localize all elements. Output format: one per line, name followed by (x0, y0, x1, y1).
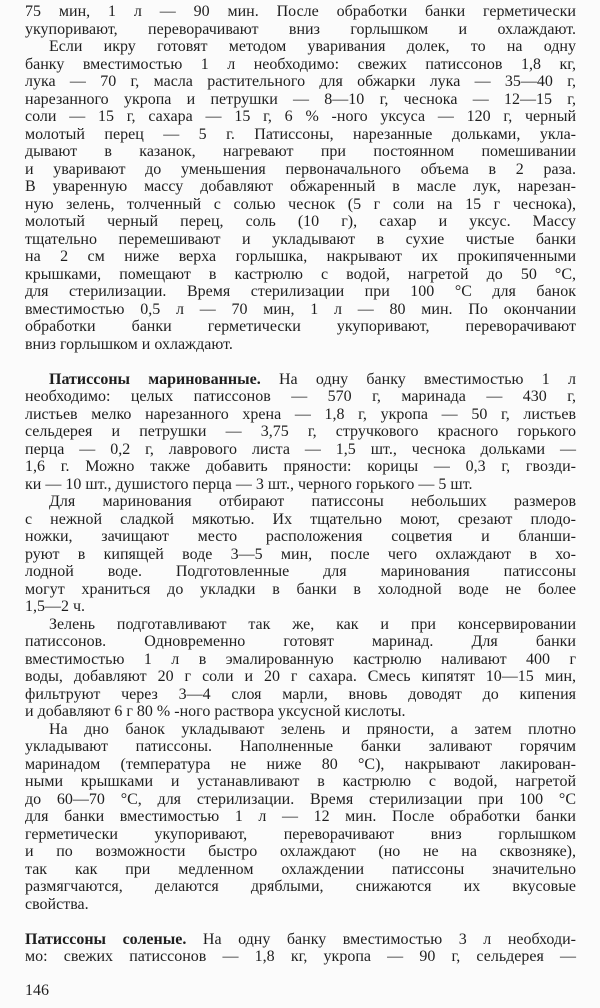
line-text: вместимостью 1 л в эмалированную кастрюлю наливают 400 г (25, 650, 576, 668)
paragraph (25, 931, 576, 966)
text-line (25, 406, 576, 424)
line-text: 75 мин, 1 л — 90 мин. После обработки банки герметически (25, 3, 576, 20)
text-line (25, 336, 576, 354)
line-text: необходимо: целых патиссонов — 570 г, маринада — 430 г, (25, 388, 576, 405)
text-line (25, 178, 576, 196)
line-text: и по возможности быстро охлаждают (но не на сквозняке), (25, 843, 576, 860)
text-line (25, 458, 576, 476)
text-line (25, 633, 576, 651)
paragraph (25, 616, 576, 721)
line-text: лодной воде. Подготовленные для маринования патиссоны (25, 563, 576, 580)
text-line (25, 668, 576, 686)
line-text: ную зелень, толченный с солью чеснок (5 г соли на 15 г чеснока), (25, 195, 576, 213)
line-text: тщательно перемешивают и укладывают в сухие чистые банки (25, 230, 576, 248)
text-line (25, 563, 576, 581)
line-text: ными крышками и устанавливают в кастрюлю с водой, нагретой (25, 773, 576, 790)
text-line (25, 861, 576, 879)
text-line (25, 476, 576, 494)
text-line (25, 56, 576, 74)
text-line (25, 266, 576, 284)
line-text: Если икру готовят методом уваривания долек, то на одну (49, 38, 576, 55)
text-line (25, 791, 576, 809)
recipe-heading: Патиссоны соленые. (25, 930, 187, 948)
line-text: герметически укупоривают, переворачивают вниз горлышком (25, 825, 576, 843)
line-text: вниз горлышком и охлаждают. (25, 335, 233, 353)
line-text: На одну банку вместимостью 3 л необходи- (186, 930, 576, 948)
text-line (25, 423, 576, 441)
text-line (25, 878, 576, 896)
text-line (25, 528, 576, 546)
text-line (25, 388, 576, 406)
line-text: до 60—70 °С, для стерилизации. Время стерилизации при 100 °С (25, 790, 576, 808)
line-text: свойства. (25, 895, 89, 913)
text-line (25, 651, 576, 669)
line-text: В уваренную массу добавляют обжаренный в масле лук, нарезан- (25, 178, 576, 195)
text-line (25, 108, 576, 126)
line-text: патиссонов. Одновременно готовят маринад. Для банки (25, 633, 576, 650)
line-text: молотый перец — 5 г. Патиссоны, нарезанные дольками, укла- (25, 125, 576, 143)
line-text: ки — 10 шт., душистого перца — 3 шт., черного горького — 5 шт. (25, 475, 473, 493)
text-line (25, 598, 576, 616)
text-line (25, 371, 576, 389)
paragraph (25, 721, 576, 914)
line-text: На одну банку вместимостью 1 л (260, 370, 577, 388)
text-line (25, 721, 576, 739)
line-text: фильтруют через 3—4 слоя марли, вновь доводят до кипения (25, 685, 576, 703)
line-text: с нежной сладкой мякотью. Их тщательно моют, срезают плодо- (25, 510, 576, 528)
line-text: Для маринования отбирают патиссоны небольших размеров (49, 493, 576, 510)
line-text: обработки банки герметически укупоривают, переворачивают (25, 318, 576, 335)
line-text: на 2 см ниже верха горлышка, накрывают их прокипяченными (25, 248, 576, 265)
text-line (25, 703, 576, 721)
paragraph (25, 371, 576, 494)
line-text: сельдерея и петрушки — 3,75 г, стручкового красного горького (25, 423, 576, 440)
paragraph (25, 3, 576, 38)
text-line (25, 213, 576, 231)
line-text: перца — 0,2 г, лаврового листа — 1,5 шт., чеснока дольками — (25, 440, 576, 458)
line-text: молотый черный перец, соль (10 г), сахар и уксус. Массу (25, 213, 576, 230)
text-line (25, 843, 576, 861)
line-text: ножки, зачищают место расположения соцветия и бланши- (25, 528, 576, 545)
line-text: вместимостью 0,5 л — 70 мин, 1 л — 80 мин. По окончании (25, 300, 576, 318)
text-line (25, 283, 576, 301)
line-text: нарезанного укропа и петрушки — 8—10 г, чеснока — 12—15 г, (25, 90, 576, 108)
text-line (25, 301, 576, 319)
text-line (25, 161, 576, 179)
text-line (25, 91, 576, 109)
text-line (25, 738, 576, 756)
text-line (25, 808, 576, 826)
book-page-text (25, 3, 576, 966)
line-text: крышками, помещают в кастрюлю с водой, нагретой до 50 °С, (25, 265, 576, 283)
paragraph (25, 493, 576, 616)
line-text: дывают в казанок, нагревают при постоянном помешивании (25, 143, 576, 160)
text-line (25, 231, 576, 249)
line-text: размягчаются, делаются дряблыми, снижаются их вкусовые (25, 878, 576, 895)
text-line (25, 948, 576, 966)
line-text: могут храниться до укладки в банки в холодной воде не более (25, 580, 576, 598)
line-text: На дно банок укладывают зелень и пряности, а затем плотно (49, 720, 576, 738)
text-line (25, 73, 576, 91)
text-line (25, 441, 576, 459)
text-line (25, 756, 576, 774)
line-text: укупоривают, переворачивают вниз горлышком и охлаждают. (25, 20, 576, 38)
line-text: лука — 70 г, масла растительного для обжарки лука — 35—40 г, (25, 73, 576, 90)
line-text: банку вместимостью 1 л необходимо: свежих патиссонов 1,8 кг, (25, 55, 576, 73)
line-text: для банки вместимостью 1 л — 12 мин. После обработки банки (25, 808, 576, 825)
text-line (25, 546, 576, 564)
line-text: 1,5—2 ч. (25, 598, 86, 615)
text-line (25, 493, 576, 511)
text-line (25, 826, 576, 844)
page-number: 146 (25, 982, 49, 999)
text-line (25, 196, 576, 214)
text-line (25, 38, 576, 56)
text-line (25, 616, 576, 634)
text-line (25, 3, 576, 21)
line-text: и добавляют 6 г 80 % -ного раствора уксусной кислоты. (25, 703, 406, 720)
line-text: 1,6 г. Можно также добавить пряности: корицы — 0,3 г, гвозди- (25, 458, 576, 475)
line-text: для стерилизации. Время стерилизации при 100 °С для банок (25, 283, 576, 300)
line-text: маринадом (температура не ниже 80 °С), накрывают лакирован- (25, 755, 576, 773)
text-line (25, 21, 576, 39)
text-line (25, 126, 576, 144)
line-text: так как при медленном охлаждении патиссоны значительно (25, 860, 576, 878)
text-line (25, 581, 576, 599)
text-line (25, 931, 576, 949)
line-text: Зелень подготавливают так же, как и при консервировании (49, 615, 576, 633)
text-line (25, 143, 576, 161)
recipe-heading: Патиссоны маринованные. (49, 370, 261, 388)
line-text: укладывают патиссоны. Наполненные банки заливают горячим (25, 738, 576, 755)
text-line (25, 686, 576, 704)
text-line (25, 896, 576, 914)
line-text: и уваривают до уменьшения первоначального объема в 2 раза. (25, 160, 576, 178)
line-text: руют в кипящей воде 3—5 мин, после чего охлаждают в хо- (25, 545, 576, 563)
line-text: листьев мелко нарезанного хрена — 1,8 г, укропа — 50 г, листьев (25, 405, 576, 423)
text-line (25, 318, 576, 336)
line-text: мо: свежих патиссонов — 1,8 кг, укропа — 90 г, сельдерея — (25, 948, 576, 965)
line-text: воды, добавляют 20 г соли и 20 г сахара. Смесь кипятят 10—15 мин, (25, 668, 576, 685)
text-line (25, 248, 576, 266)
text-line (25, 773, 576, 791)
text-line (25, 511, 576, 529)
line-text: соли — 15 г, сахара — 15 г, 6 % -ного уксуса — 120 г, черный (25, 108, 576, 125)
paragraph (25, 38, 576, 353)
